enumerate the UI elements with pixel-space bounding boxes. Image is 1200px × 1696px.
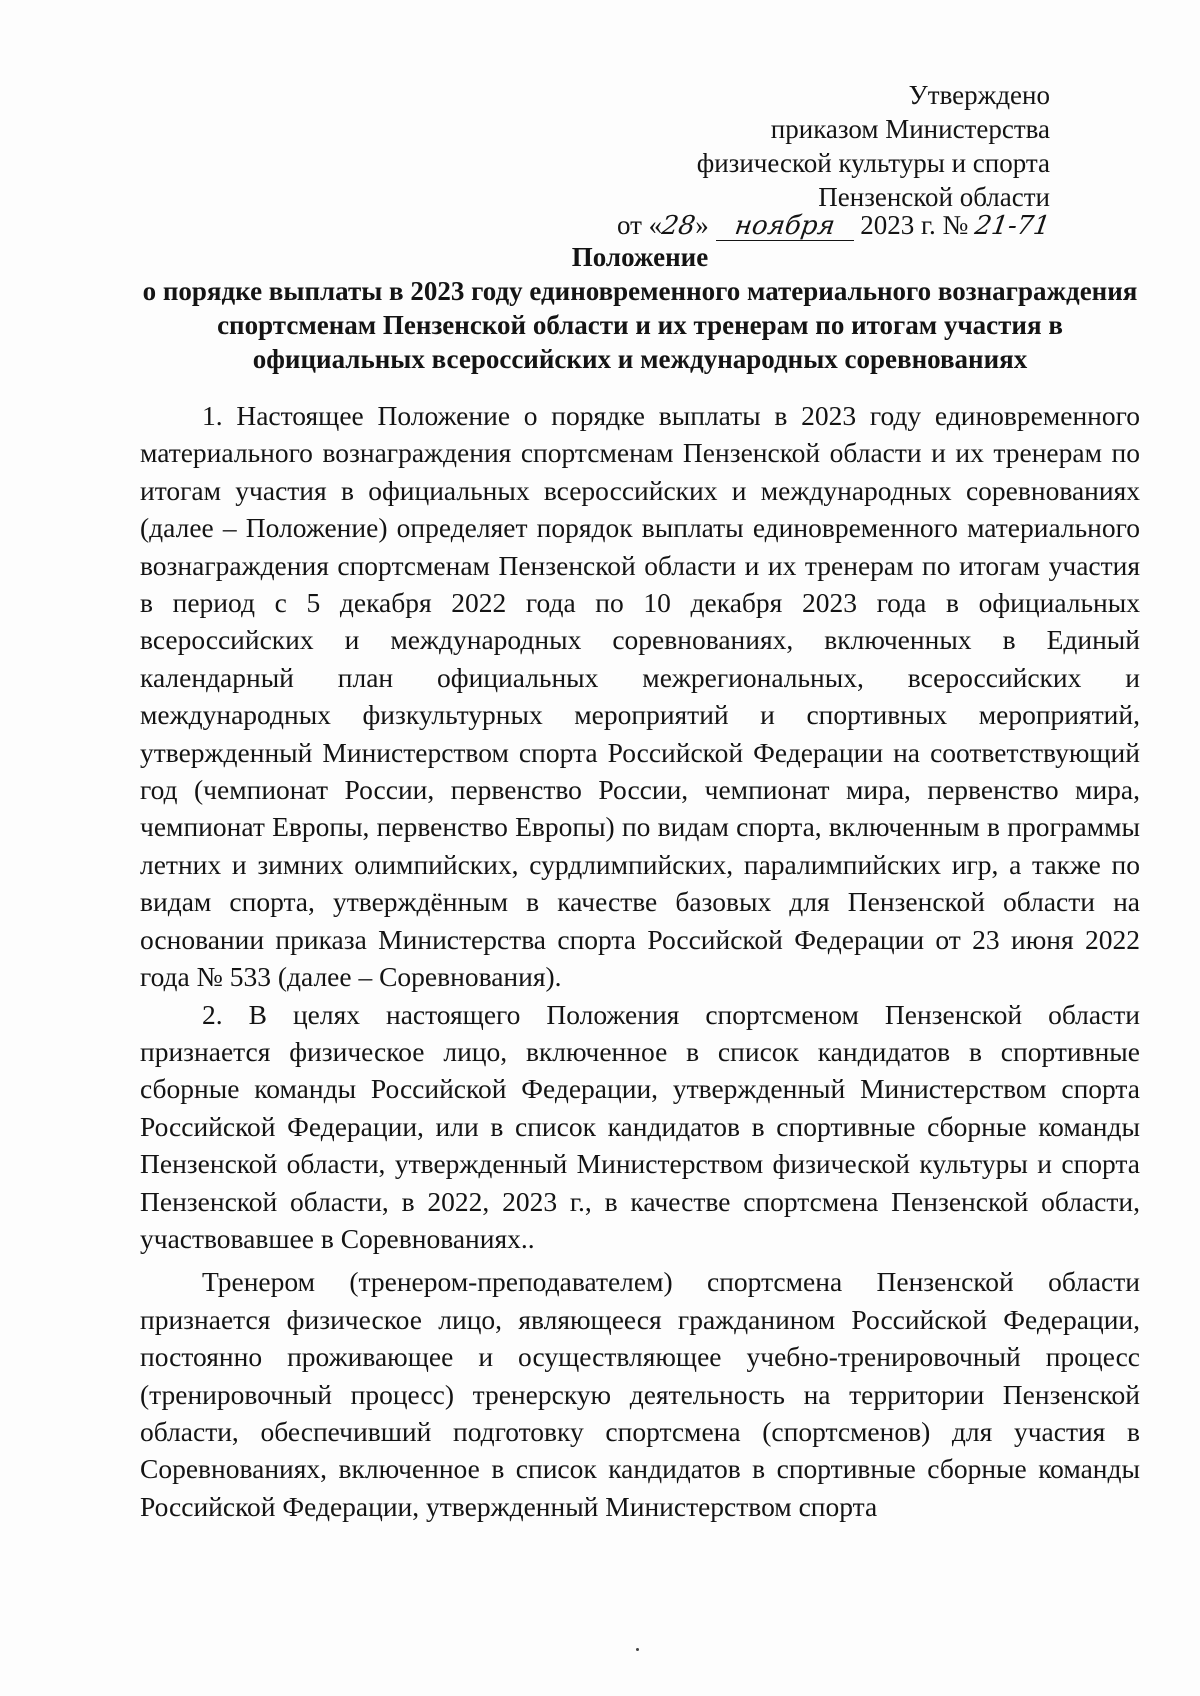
paragraph: 2. В целях настоящего Положения спортсменом Пензенской области признается физическое лицо, включенное в список кандидатов в спортивные сборные команды Российской Федерации, утвержденный Министерством спорта Российской Федерации, или в список кандидатов в спортивные сборные команды Пензенской области, утвержденный Министерством физической культуры и спорта Пензенской области, в 2022, 2023 г., в качестве спортсмена Пензенской области, участвовавшее в Соревнованиях.. [140,998,1140,1254]
paragraph: Тренером (тренером-преподавателем) спортсмена Пензенской области признается физическое лицо, являющееся гражданином Российской Федерации, постоянно проживающее и осуществляющее учебно-тренировочный процесс (тренировочный процесс) тренерскую деятельность на территории Пензенской области, обеспечивший подготовку спортсмена (спортсменов) для участия в Соревнованиях, включенное в список кандидатов в спортивные сборные команды Российской Федерации, утвержденный Министерством спорта [140,1266,1140,1522]
approval-block [697,78,1050,214]
handwritten-month: ноября [732,211,837,241]
date-prefix: от « [616,210,663,240]
handwritten-day: 28 [660,211,698,241]
paragraph: 1. Настоящее Положение о порядке выплаты в 2023 году единовременного материального вознаграждения спортсменам Пензенской области и их тренерам по итогам участия в официальных всероссийских и международных соревнованиях (далее – Положение) определяет порядок выплаты единовременного материального вознаграждения спортсменам Пензенской области и их тренерам по итогам участия в период с 5 декабря 2022 года по 10 декабря 2023 года в официальных всероссийских и международных соревнованиях, включенных в Единый календарный план официальных межрегиональных, всероссийских и международных физкультурных мероприятий и спортивных мероприятий, утвержденный Министерством спорта Российской Федерации на соответствующий год (чемпионат России, первенство России, чемпионат мира, первенство мира, чемпионат Европы, первенство Европы) по видам спорта, включенным в программы летних и зимних олимпийских, сурдлимпийских, паралимпийских игр, а также по видам спорта, утверждённым в качестве базовых для Пензенской области на основании приказа Министерства спорта Российской Федерации от 23 июня 2022 года № 533 (далее – Соревнования). [140,400,1140,993]
document-body [140,397,1140,1525]
month-blank [716,211,854,241]
approval-line: Пензенской области [818,182,1050,212]
approval-line: физической культуры и спорта [696,148,1050,178]
date-year: 2023 г. № [860,210,969,240]
document-subtitle: о порядке выплаты в 2023 году единовременного материального вознаграждения спортсменам Пензенской области и их тренерам по итогам участия в официальных всероссийских и международных соревнованиях [142,276,1138,374]
date-quote-close: » [695,210,709,240]
approval-line: приказом Министерства [770,114,1050,144]
handwritten-order-number: 21-71 [972,211,1053,241]
approval-date-line [616,208,1053,243]
approval-line: Утверждено [908,80,1050,110]
document-title: Положение [571,242,709,272]
scan-dot [636,1648,639,1651]
